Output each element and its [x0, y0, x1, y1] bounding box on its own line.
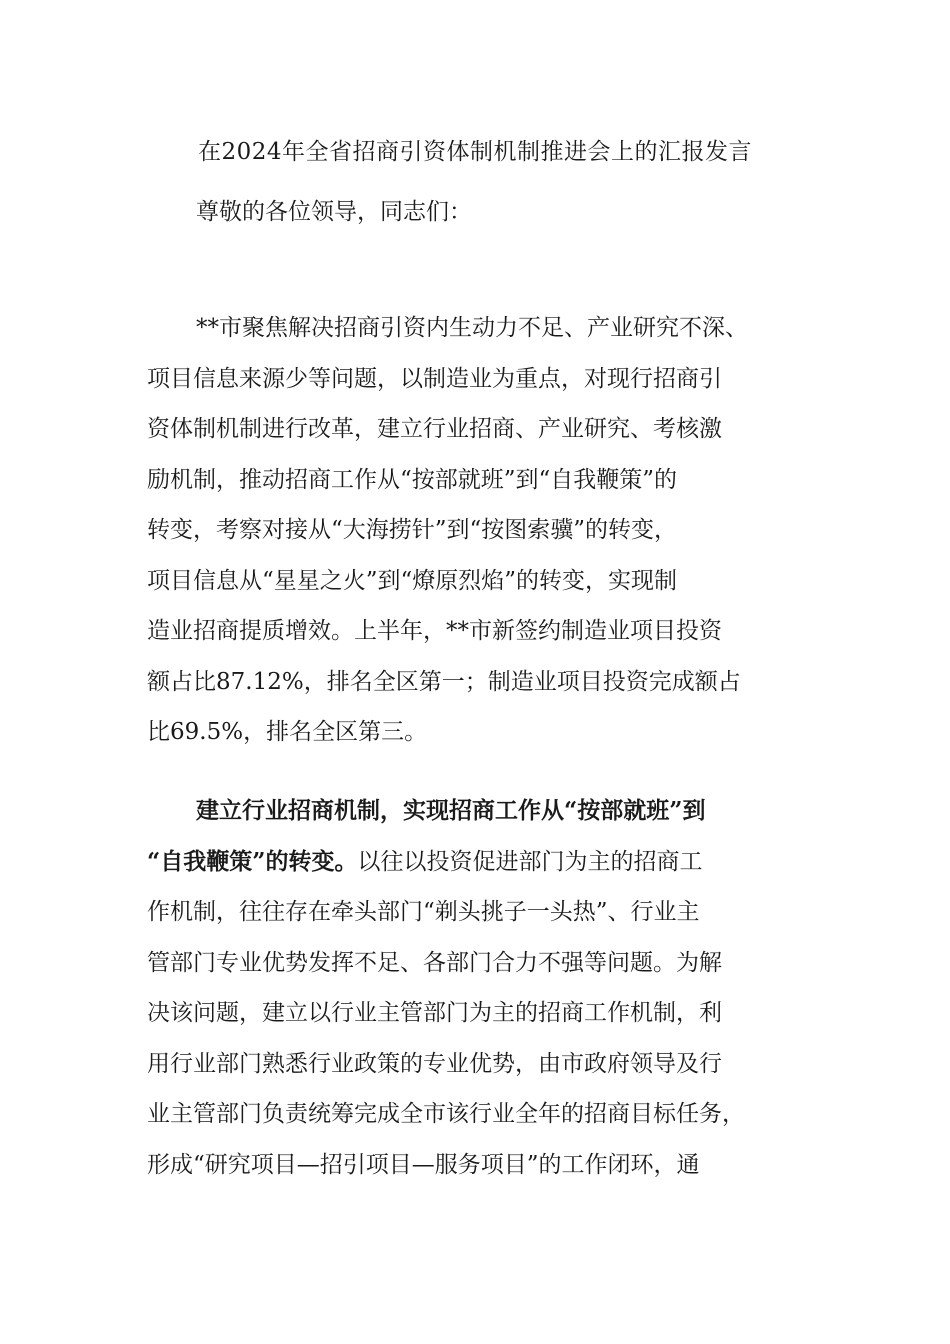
paragraph-line: 项目信息来源少等问题，以制造业为重点，对现行招商引: [147, 365, 722, 392]
paragraph-line: 造业招商提质增效。上半年，**市新签约制造业项目投资: [147, 618, 722, 644]
paragraph-line-rest: 以往以投资促进部门为主的招商工: [357, 848, 703, 875]
paragraph-line: 比69.5%，排名全区第三。: [147, 719, 428, 745]
paragraph-line: 资体制机制进行改革，建立行业招商、产业研究、考核激: [147, 416, 722, 442]
paragraph-industry-mechanism: [147, 786, 807, 1190]
paragraph-line: 励机制，推动招商工作从“按部就班”到“自我鞭策”的: [147, 466, 678, 493]
paragraph-line: 额占比87.12%，排名全区第一；制造业项目投资完成额占: [147, 668, 741, 695]
paragraph-line: **市聚焦解决招商引资内生动力不足、产业研究不深、: [196, 315, 748, 341]
paragraph-line: 用行业部门熟悉行业政策的专业优势，由市政府领导及行: [147, 1050, 722, 1077]
paragraph-line: 作机制，往往存在牵头部门“剃头挑子一头热”、行业主: [147, 899, 700, 925]
paragraph-line: 形成“研究项目—招引项目—服务项目”的工作闭环，通: [147, 1151, 700, 1178]
document-title: 在2024年全省招商引资体制机制推进会上的汇报发言: [197, 139, 753, 165]
paragraph-line: 转变，考察对接从“大海捞针”到“按图索骥”的转变，: [147, 517, 678, 543]
paragraph-line: 决该问题，建立以行业主管部门为主的招商工作机制，利: [147, 1000, 722, 1026]
section-heading-line: 建立行业招商机制，实现招商工作从“按部就班”到: [196, 797, 706, 824]
paragraph-line: 业主管部门负责统筹完成全市该行业全年的招商目标任务，: [147, 1101, 745, 1127]
paragraph-line: 管部门专业优势发挥不足、各部门合力不强等问题。为解: [147, 949, 722, 976]
paragraph-intro: [147, 303, 807, 758]
section-heading-tail: “自我鞭策”的转变。: [147, 847, 358, 875]
paragraph-line: [147, 837, 807, 888]
salutation: 尊敬的各位领导，同志们：: [196, 199, 472, 225]
paragraph-line: 项目信息从“星星之火”到“燎原烈焰”的转变，实现制: [147, 567, 678, 594]
